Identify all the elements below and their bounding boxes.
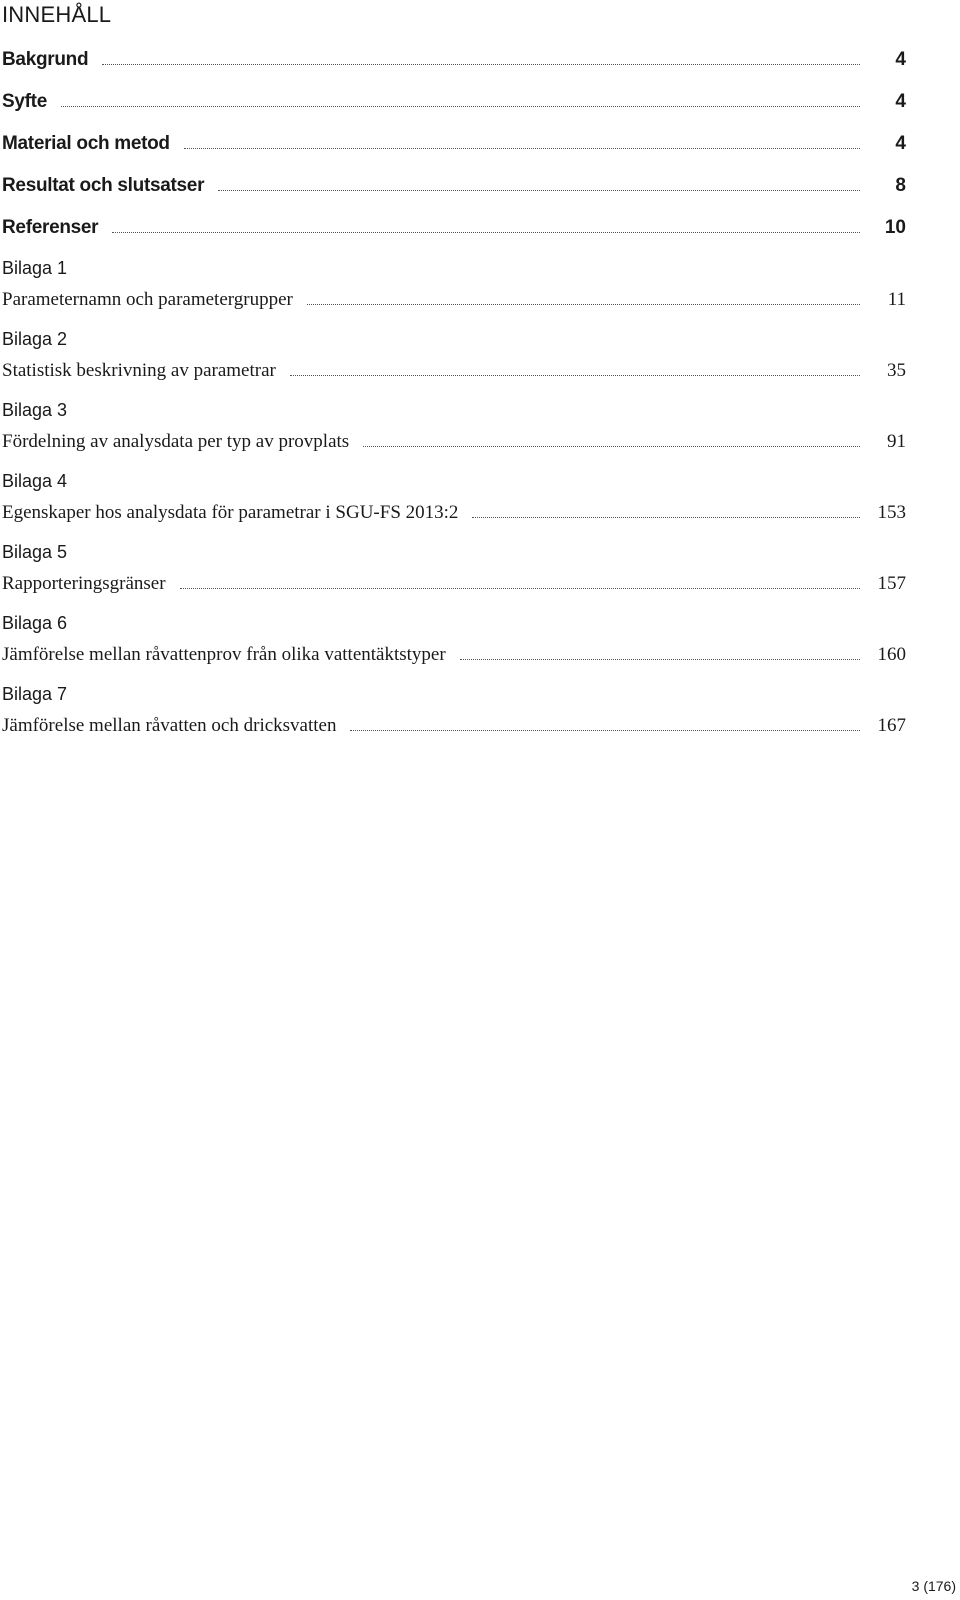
toc-entry-label: Jämförelse mellan råvattenprov från olika vattentäktstyper [2, 644, 446, 665]
page-title: INNEHÅLL [2, 2, 112, 27]
toc-entry-page: 8 [895, 175, 906, 196]
dot-leader [290, 374, 860, 376]
toc-entry-label: Fördelning av analysdata per typ av provplats [2, 431, 350, 452]
appendix-heading: Bilaga 5 [2, 542, 68, 562]
dot-leader [61, 105, 860, 107]
toc-entry-label: Egenskaper hos analysdata för parametrar i SGU-FS 2013:2 [2, 502, 459, 523]
appendix-heading: Bilaga 6 [2, 613, 68, 633]
dot-leader [472, 516, 860, 518]
toc-entry-syfte[interactable] [2, 89, 906, 113]
toc-entry-label: Bakgrund [2, 49, 89, 70]
toc-entry-page: 167 [877, 715, 906, 736]
dot-leader [180, 587, 860, 589]
toc-entry-page: 4 [895, 133, 906, 154]
dot-leader [184, 147, 860, 149]
dot-leader [218, 189, 860, 191]
toc-entry-bakgrund[interactable] [2, 47, 906, 71]
page-number: 3 (176) [911, 1578, 956, 1594]
toc-entry-label: Material och metod [2, 133, 170, 154]
toc-entry-material-och-metod[interactable] [2, 131, 906, 155]
dot-leader [112, 231, 860, 233]
toc-entry-bilaga-4[interactable] [2, 500, 906, 524]
toc-entry-bilaga-1[interactable] [2, 287, 906, 311]
appendix-heading: Bilaga 2 [2, 329, 68, 349]
toc-entry-label: Rapporteringsgränser [2, 573, 166, 594]
toc-entry-label: Jämförelse mellan råvatten och dricksvatten [2, 715, 337, 736]
appendix-heading: Bilaga 4 [2, 471, 68, 491]
dot-leader [350, 729, 860, 731]
toc-entry-label: Syfte [2, 91, 47, 112]
toc-entry-bilaga-5[interactable] [2, 571, 906, 595]
toc-entry-page: 153 [877, 502, 906, 523]
appendix-heading: Bilaga 7 [2, 684, 68, 704]
dot-leader [307, 303, 860, 305]
toc-entry-page: 4 [895, 91, 906, 112]
toc-entry-label: Referenser [2, 217, 99, 238]
toc-entry-page: 160 [877, 644, 906, 665]
dot-leader [102, 63, 860, 65]
toc-entry-label: Statistisk beskrivning av parametrar [2, 360, 276, 381]
toc-entry-page: 10 [884, 217, 906, 238]
toc-entry-page: 35 [887, 360, 906, 381]
toc-entry-bilaga-2[interactable] [2, 358, 906, 382]
toc-entry-page: 157 [877, 573, 906, 594]
toc-entry-label: Parameternamn och parametergrupper [2, 289, 293, 310]
toc-entry-bilaga-7[interactable] [2, 713, 906, 737]
dot-leader [460, 658, 860, 660]
toc-entry-referenser[interactable] [2, 215, 906, 239]
toc-entry-page: 11 [887, 289, 906, 310]
toc-entry-label: Resultat och slutsatser [2, 175, 205, 196]
toc-entry-page: 4 [895, 49, 906, 70]
appendix-heading: Bilaga 3 [2, 400, 68, 420]
toc-entry-resultat[interactable] [2, 173, 906, 197]
dot-leader [363, 445, 860, 447]
toc-entry-page: 91 [887, 431, 906, 452]
toc-entry-bilaga-3[interactable] [2, 429, 906, 453]
toc-entry-bilaga-6[interactable] [2, 642, 906, 666]
appendix-heading: Bilaga 1 [2, 258, 68, 278]
